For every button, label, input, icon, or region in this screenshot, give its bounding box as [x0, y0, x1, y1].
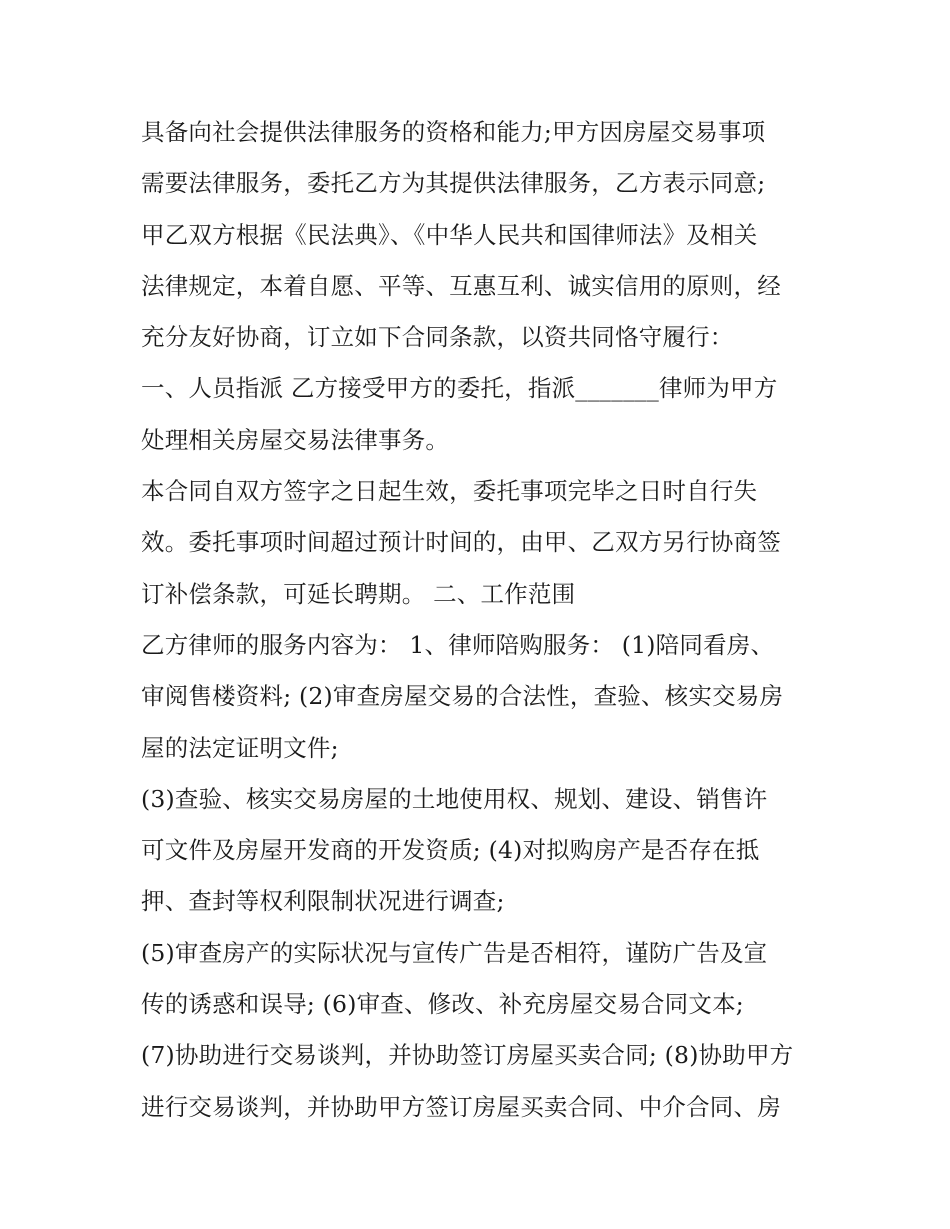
- text-line-11: 乙方律师的服务内容为： 1、律师陪购服务： (1)陪同看房、: [141, 630, 775, 659]
- text-line-7: 处理相关房屋交易法律事务。: [141, 425, 450, 454]
- text-line-12: 审阅售楼资料; (2)审查房屋交易的合法性，查验、核实交易房: [141, 682, 784, 711]
- text-line-9: 效。委托事项时间超过预计时间的，由甲、乙双方另行协商签: [141, 528, 781, 557]
- text-line-19: (7)协助进行交易谈判，并协助签订房屋买卖合同; (8)协助甲方: [141, 1041, 794, 1070]
- text-line-1: 具备向社会提供法律服务的资格和能力;甲方因房屋交易事项: [141, 118, 766, 146]
- text-line-15: 可文件及房屋开发商的开发资质; (4)对拟购房产是否存在抵: [141, 836, 760, 865]
- text-line-16: 押、查封等权利限制状况进行调查;: [141, 887, 505, 916]
- text-line-14: (3)查验、核实交易房屋的土地使用权、规划、建设、销售许: [141, 784, 768, 813]
- text-line-3: 甲乙双方根据《民法典》、《中华人民共和国律师法》及相关: [141, 220, 758, 249]
- text-line-13: 屋的法定证明文件;: [141, 733, 339, 762]
- text-line-18: 传的诱惑和误导; (6)审查、修改、补充房屋交易合同文本;: [141, 990, 744, 1019]
- text-line-20: 进行交易谈判，并协助甲方签订房屋买卖合同、中介合同、房: [141, 1092, 781, 1121]
- text-line-2: 需要法律服务，委托乙方为其提供法律服务，乙方表示同意;: [141, 169, 766, 198]
- text-line-8: 本合同自双方签字之日起生效，委托事项完毕之日时自行失: [141, 477, 758, 506]
- text-line-4: 法律规定，本着自愿、平等、互惠互利、诚实信用的原则，经: [141, 271, 781, 300]
- text-line-17: (5)审查房产的实际状况与宣传广告是否相符，谨防广告及宣: [141, 938, 768, 967]
- text-line-6: 一、人员指派 乙方接受甲方的委托，指派_______律师为甲方: [141, 374, 778, 403]
- document-body: [141, 107, 821, 1133]
- text-line-10: 订补偿条款，可延长聘期。 二、工作范围: [141, 579, 576, 608]
- text-line-5: 充分友好协商，订立如下合同条款，以资共同恪守履行：: [141, 323, 734, 352]
